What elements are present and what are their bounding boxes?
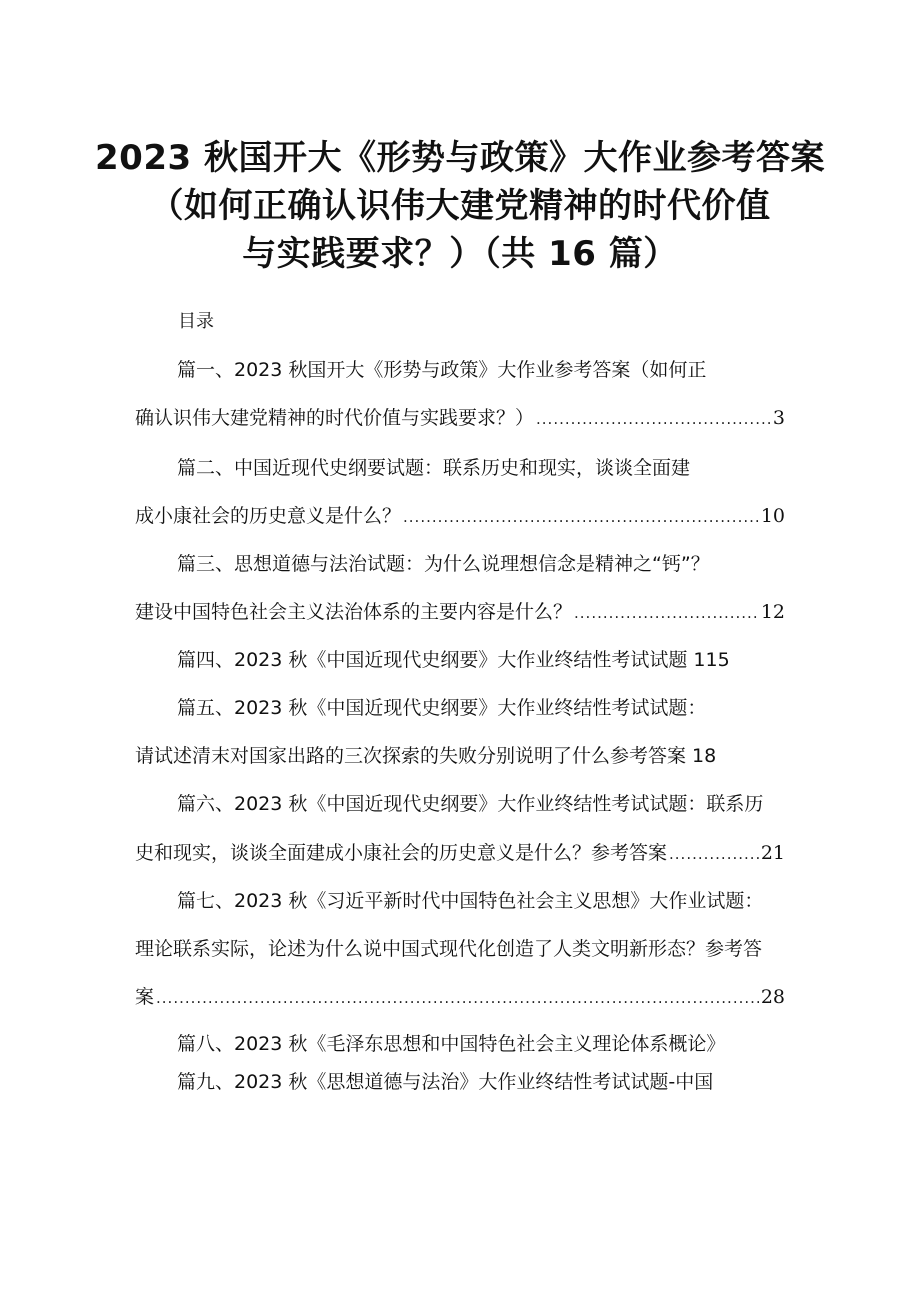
toc-entry-6-line-1[interactable]: 篇六、2023 秋《中国近现代史纲要》大作业终结性考试试题：联系历: [177, 793, 764, 815]
toc-entry-3-line-2: 建设中国特色社会主义法治体系的主要内容是什么？: [135, 601, 573, 623]
toc-entry-3[interactable]: [135, 598, 785, 627]
toc-entry-5-line-2[interactable]: 请试述清末对国家出路的三次探索的失败分别说明了什么参考答案 18: [135, 745, 717, 767]
toc-entry-6-page: 21: [760, 842, 785, 864]
dot-leader: [669, 840, 759, 868]
toc-entry-2-line-1[interactable]: 篇二、中国近现代史纲要试题：联系历史和现实，谈谈全面建: [177, 457, 691, 479]
toc-heading: 目录: [178, 311, 214, 332]
toc-entry-2-page: 10: [760, 505, 785, 527]
toc-entry-6-line-2: 史和现实，谈谈全面建成小康社会的历史意义是什么？参考答案: [135, 842, 668, 864]
toc-entry-6[interactable]: [135, 839, 785, 868]
toc-entry-7-line-2[interactable]: 理论联系实际，论述为什么说中国式现代化创造了人类文明新形态？参考答: [135, 938, 763, 960]
toc-entry-7-line-3: 案: [135, 986, 155, 1008]
dot-leader: [156, 984, 759, 1012]
document-title-line-3: 与实践要求？）（共 16 篇）: [242, 234, 678, 274]
toc-entry-7[interactable]: [135, 983, 785, 1012]
toc-entry-1-line-1[interactable]: 篇一、2023 秋国开大《形势与政策》大作业参考答案（如何正: [177, 359, 707, 381]
toc-entry-1-line-2: 确认识伟大建党精神的时代价值与实践要求？）: [135, 407, 535, 429]
toc-entry-8-line-1[interactable]: 篇八、2023 秋《毛泽东思想和中国特色社会主义理论体系概论》: [177, 1033, 726, 1055]
toc-entry-5-line-1[interactable]: 篇五、2023 秋《中国近现代史纲要》大作业终结性考试试题：: [177, 697, 707, 719]
document-title-line-1: 2023 秋国开大《形势与政策》大作业参考答案: [95, 138, 825, 178]
dot-leader: [574, 599, 759, 627]
toc-entry-9-line-1[interactable]: 篇九、2023 秋《思想道德与法治》大作业终结性考试试题-中国: [177, 1071, 714, 1093]
dot-leader: [536, 405, 771, 433]
toc-entry-2-line-2: 成小康社会的历史意义是什么？: [135, 505, 402, 527]
toc-entry-7-line-1[interactable]: 篇七、2023 秋《习近平新时代中国特色社会主义思想》大作业试题：: [177, 890, 764, 912]
toc-entry-3-page: 12: [760, 601, 785, 623]
toc-entry-1[interactable]: [135, 404, 785, 433]
toc-entry-4-line-1[interactable]: 篇四、2023 秋《中国近现代史纲要》大作业终结性考试试题 115: [177, 649, 730, 671]
toc-entry-7-page: 28: [760, 986, 785, 1008]
toc-entry-3-line-1[interactable]: 篇三、思想道德与法治试题：为什么说理想信念是精神之“钙”？: [177, 553, 710, 575]
toc-entry-2[interactable]: [135, 502, 785, 531]
document-title-line-2: （如何正确认识伟大建党精神的时代价值: [149, 186, 771, 226]
dot-leader: [403, 503, 759, 531]
toc-entry-1-page: 3: [772, 407, 785, 429]
